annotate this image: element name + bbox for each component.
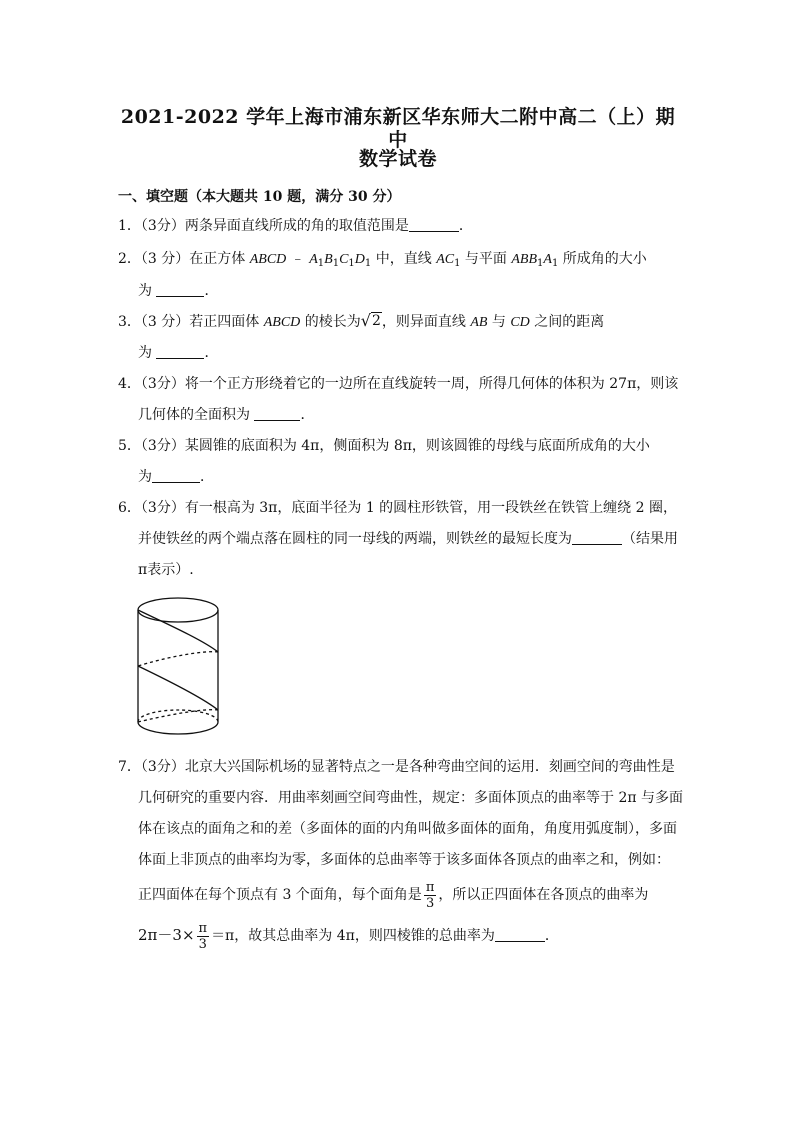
q2-var: B bbox=[324, 252, 333, 267]
q7-period: ． bbox=[544, 928, 559, 944]
fraction-pi-over-3 bbox=[197, 921, 210, 952]
q7-text: ＝π，故其总曲率为 4π，则四棱锥的总曲率为 bbox=[211, 928, 495, 944]
q2-var: ABCD bbox=[249, 252, 287, 267]
q5-period: ． bbox=[200, 469, 214, 485]
q7-text: 体面上非顶点的曲率均为零，多面体的总曲率等于该多面体各顶点的曲率之和，例如： bbox=[138, 852, 670, 868]
helix-back-1 bbox=[138, 652, 218, 666]
q4-blank bbox=[254, 406, 300, 421]
q2-sub: 1 bbox=[537, 258, 544, 269]
cylinder-helix-figure bbox=[128, 590, 228, 746]
cylinder-top-ellipse bbox=[138, 598, 218, 622]
q6-blank bbox=[572, 530, 622, 545]
q1-text: 1．（3分）两条异面直线所成的角的取值范围是 bbox=[118, 218, 409, 234]
q7-text: 7．（3分）北京大兴国际机场的显著特点之一是各种弯曲空间的运用．刻画空间的弯曲性是 bbox=[118, 759, 675, 775]
question-5-cont bbox=[138, 467, 698, 487]
question-7-cont5 bbox=[138, 918, 698, 953]
question-7-cont1 bbox=[138, 788, 698, 808]
question-5 bbox=[118, 436, 678, 456]
q4-text: 4．（3分）将一个正方形绕着它的一边所在直线旋转一周，所得几何体的体积为 27π，则该 bbox=[118, 376, 679, 392]
q7-blank bbox=[495, 927, 545, 942]
q3-text: 3．（3 分）若正四面体 bbox=[118, 314, 264, 330]
q2-var: A bbox=[309, 252, 318, 267]
question-2-cont bbox=[138, 281, 698, 301]
q2-sub: 1 bbox=[348, 258, 355, 269]
q3-var: CD bbox=[510, 315, 530, 330]
q3-period: ． bbox=[204, 345, 219, 361]
q2-text: 所成角的大小 bbox=[558, 251, 647, 267]
q2-blank bbox=[156, 282, 204, 297]
q2-var: ABB bbox=[511, 252, 538, 267]
q2-sub: 1 bbox=[332, 258, 340, 269]
question-7-cont4 bbox=[138, 878, 698, 912]
q1-period: ． bbox=[458, 218, 473, 234]
sqrt-symbol: √ 2 bbox=[360, 311, 381, 330]
q2-var: A bbox=[543, 252, 552, 267]
frac-denominator: 3 bbox=[198, 936, 207, 952]
q3-text: 的棱长为 bbox=[300, 314, 361, 330]
frac-denominator: 3 bbox=[425, 895, 435, 911]
q2-sub: 1 bbox=[454, 258, 461, 269]
question-4-cont bbox=[138, 405, 698, 425]
exam-title-line1: 2021-2022 学年上海市浦东新区华东师大二附中高二（上）期中 bbox=[120, 106, 676, 151]
helix-front-1 bbox=[138, 610, 218, 652]
cylinder-helix-svg bbox=[128, 590, 228, 742]
q7-text: ，所以正四面体在各顶点的曲率为 bbox=[438, 887, 649, 903]
question-7-cont3 bbox=[138, 850, 698, 870]
q2-sub: 1 bbox=[364, 258, 372, 269]
q3-text: 为 bbox=[138, 345, 157, 361]
q3-text: 与 bbox=[487, 314, 511, 330]
question-6-cont bbox=[138, 529, 698, 549]
frac-numerator: π bbox=[425, 879, 435, 895]
q4-text: 几何体的全面积为 bbox=[138, 407, 255, 423]
q5-text: 为 bbox=[138, 469, 152, 485]
q6-text: （结果用 bbox=[622, 531, 678, 547]
q3-var: AB bbox=[470, 315, 488, 330]
q7-text: 正四面体在每个顶点有 3 个面角，每个面角是 bbox=[138, 887, 422, 903]
question-4 bbox=[118, 374, 678, 394]
q2-sub: 1 bbox=[551, 258, 559, 269]
q2-text: 为 bbox=[138, 283, 157, 299]
section-heading: 一、填空题（本大题共 10 题，满分 30 分） bbox=[118, 189, 401, 205]
q2-sub: 1 bbox=[317, 258, 325, 269]
q6-text: π表示）. bbox=[138, 562, 194, 578]
frac-numerator: π bbox=[198, 920, 208, 936]
question-7-cont2 bbox=[138, 819, 698, 839]
q2-text: 2．（3 分）在正方体 bbox=[118, 251, 250, 267]
q6-text: 并使铁丝的两个端点落在圆柱的同一母线的两端，则铁丝的最短长度为 bbox=[138, 531, 572, 547]
q3-radicand: 2 bbox=[371, 313, 381, 329]
q2-period: ． bbox=[204, 283, 219, 299]
exam-title-line2: 数学试卷 bbox=[358, 148, 437, 170]
q3-text: 之间的距离 bbox=[529, 314, 605, 330]
q4-period: ． bbox=[300, 407, 315, 423]
question-7 bbox=[118, 757, 678, 777]
q2-dash: ﹣ bbox=[286, 251, 310, 267]
q2-text: 中，直线 bbox=[371, 251, 437, 267]
q3-var: ABCD bbox=[263, 315, 301, 330]
q7-text: 体在该点的面角之和的差（多面体的面的内角叫做多面体的面角，角度用弧度制），多面 bbox=[138, 821, 677, 837]
question-6-cont2 bbox=[138, 560, 698, 580]
q5-blank bbox=[152, 468, 200, 483]
q3-text: ，则异面直线 bbox=[381, 314, 471, 330]
fraction-pi-over-3 bbox=[424, 880, 437, 911]
q2-var: D bbox=[354, 252, 365, 267]
q5-text: 5．（3分）某圆锥的底面积为 4π，侧面积为 8π，则该圆锥的母线与底面所成角的大小 bbox=[118, 438, 650, 454]
helix-front-2 bbox=[138, 666, 218, 710]
helix-back-2 bbox=[138, 710, 218, 722]
q2-text: 与平面 bbox=[460, 251, 512, 267]
q1-blank bbox=[409, 217, 459, 232]
cylinder-bottom-front bbox=[138, 722, 218, 734]
question-2 bbox=[118, 249, 678, 274]
q6-text: 6．（3分）有一根高为 3π，底面半径为 1 的圆柱形铁管，用一段铁丝在铁管上缠绕 2 圈， bbox=[118, 500, 677, 516]
q7-math: 2π－3× bbox=[138, 926, 195, 944]
q7-text: 几何研究的重要内容．用曲率刻画空间弯曲性，规定：多面体顶点的曲率等于 2π 与多面 bbox=[138, 790, 684, 806]
question-1 bbox=[118, 216, 678, 236]
question-6 bbox=[118, 498, 678, 518]
q2-var: C bbox=[339, 252, 349, 267]
question-3-cont bbox=[138, 343, 698, 363]
cylinder-bottom-back bbox=[138, 710, 218, 722]
q3-blank bbox=[156, 344, 204, 359]
question-3 bbox=[118, 312, 678, 333]
q2-var: AC bbox=[436, 252, 455, 267]
